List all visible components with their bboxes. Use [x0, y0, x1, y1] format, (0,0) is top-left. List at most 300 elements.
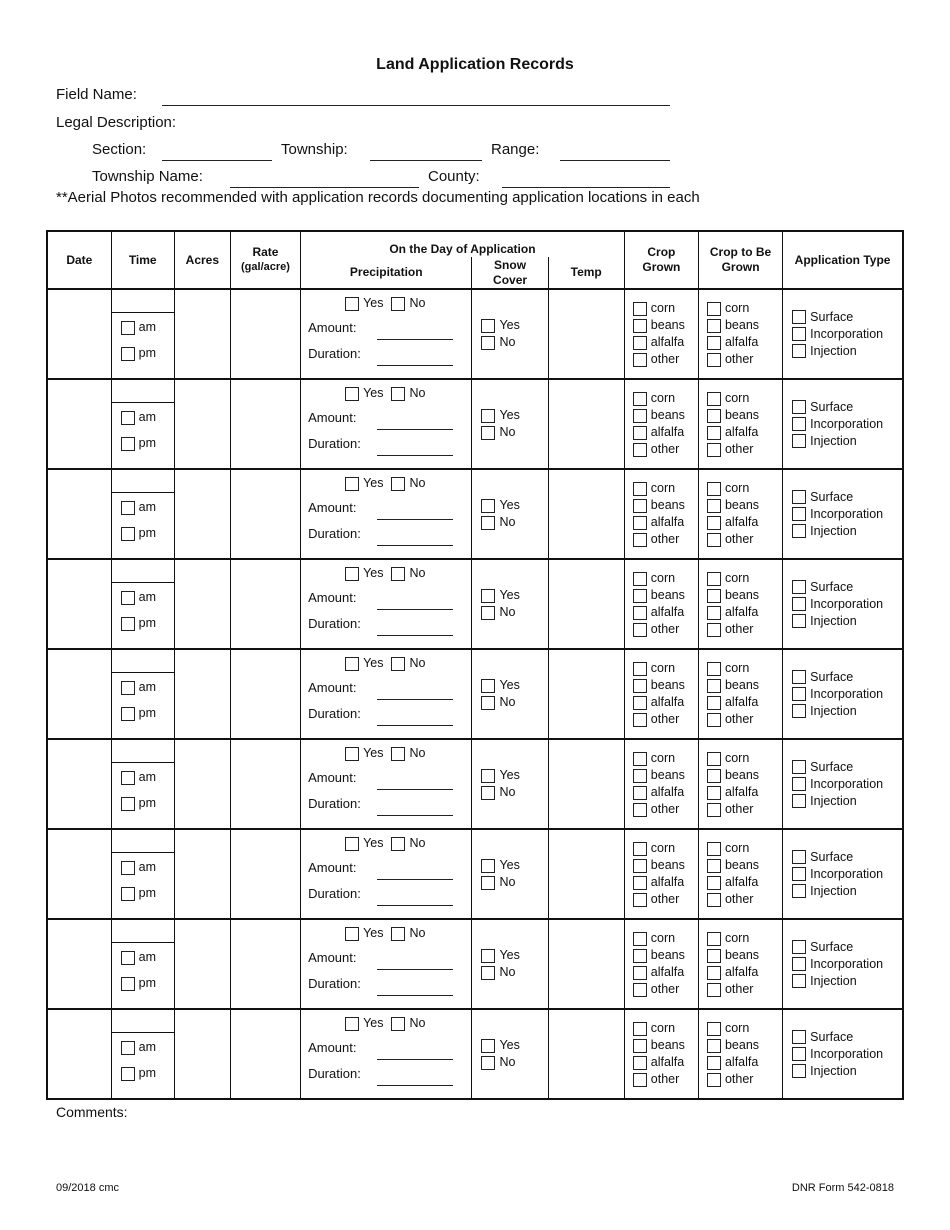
crop-to-be-grown-option[interactable]: [707, 424, 782, 441]
checkbox-icon[interactable]: [121, 1041, 135, 1055]
checkbox-icon[interactable]: [633, 392, 647, 406]
checkbox-icon[interactable]: [792, 327, 806, 341]
range-input[interactable]: [560, 160, 670, 161]
checkbox-icon[interactable]: [633, 606, 647, 620]
application-type-option[interactable]: [792, 1046, 902, 1063]
checkbox-icon[interactable]: [633, 803, 647, 817]
crop-grown-option[interactable]: [633, 424, 698, 441]
checkbox-icon[interactable]: [707, 572, 721, 586]
checkbox-icon[interactable]: [792, 940, 806, 954]
checkbox-icon[interactable]: [121, 797, 135, 811]
pm-option[interactable]: [121, 975, 156, 992]
pm-option[interactable]: [121, 1065, 156, 1082]
checkbox-icon[interactable]: [707, 713, 721, 727]
checkbox-icon[interactable]: [121, 771, 135, 785]
crop-grown-option[interactable]: [633, 857, 698, 874]
checkbox-icon[interactable]: [391, 747, 405, 761]
checkbox-icon[interactable]: [633, 623, 647, 637]
checkbox-icon[interactable]: [792, 704, 806, 718]
duration-input[interactable]: [377, 815, 453, 816]
crop-grown-option[interactable]: [633, 497, 698, 514]
checkbox-icon[interactable]: [121, 887, 135, 901]
checkbox-icon[interactable]: [345, 477, 359, 491]
checkbox-icon[interactable]: [345, 747, 359, 761]
checkbox-icon[interactable]: [707, 803, 721, 817]
checkbox-icon[interactable]: [707, 679, 721, 693]
crop-to-be-grown-option[interactable]: [707, 317, 782, 334]
checkbox-icon[interactable]: [121, 977, 135, 991]
snow-no-option[interactable]: [481, 424, 547, 441]
crop-to-be-grown-option[interactable]: [707, 587, 782, 604]
checkbox-icon[interactable]: [345, 1017, 359, 1031]
crop-to-be-grown-option[interactable]: [707, 930, 782, 947]
crop-grown-option[interactable]: [633, 390, 698, 407]
checkbox-icon[interactable]: [707, 623, 721, 637]
checkbox-icon[interactable]: [792, 310, 806, 324]
crop-to-be-grown-option[interactable]: [707, 874, 782, 891]
checkbox-icon[interactable]: [792, 850, 806, 864]
checkbox-icon[interactable]: [707, 443, 721, 457]
checkbox-icon[interactable]: [707, 769, 721, 783]
am-option[interactable]: [121, 409, 156, 426]
crop-to-be-grown-option[interactable]: [707, 784, 782, 801]
temp-cell[interactable]: [548, 649, 624, 739]
crop-to-be-grown-option[interactable]: [707, 694, 782, 711]
checkbox-icon[interactable]: [121, 861, 135, 875]
checkbox-icon[interactable]: [633, 589, 647, 603]
pm-option[interactable]: [121, 795, 156, 812]
snow-no-option[interactable]: [481, 604, 547, 621]
crop-grown-option[interactable]: [633, 767, 698, 784]
snow-no-option[interactable]: [481, 334, 547, 351]
time-cell[interactable]: [111, 469, 174, 559]
pm-option[interactable]: [121, 525, 156, 542]
pm-option[interactable]: [121, 435, 156, 452]
crop-to-be-grown-option[interactable]: [707, 1037, 782, 1054]
checkbox-icon[interactable]: [345, 567, 359, 581]
amount-input[interactable]: [377, 699, 453, 700]
checkbox-icon[interactable]: [792, 1030, 806, 1044]
checkbox-icon[interactable]: [707, 1039, 721, 1053]
snow-yes-option[interactable]: [481, 497, 547, 514]
checkbox-icon[interactable]: [633, 443, 647, 457]
checkbox-icon[interactable]: [481, 426, 495, 440]
checkbox-icon[interactable]: [792, 614, 806, 628]
checkbox-icon[interactable]: [792, 670, 806, 684]
crop-to-be-grown-option[interactable]: [707, 1071, 782, 1088]
temp-cell[interactable]: [548, 379, 624, 469]
crop-to-be-grown-option[interactable]: [707, 300, 782, 317]
am-option[interactable]: [121, 769, 156, 786]
amount-input[interactable]: [377, 429, 453, 430]
application-type-option[interactable]: [792, 596, 902, 613]
amount-input[interactable]: [377, 339, 453, 340]
checkbox-icon[interactable]: [481, 516, 495, 530]
checkbox-icon[interactable]: [707, 392, 721, 406]
application-type-option[interactable]: [792, 523, 902, 540]
checkbox-icon[interactable]: [707, 516, 721, 530]
checkbox-icon[interactable]: [481, 966, 495, 980]
checkbox-icon[interactable]: [633, 752, 647, 766]
crop-grown-option[interactable]: [633, 480, 698, 497]
application-type-option[interactable]: [792, 776, 902, 793]
checkbox-icon[interactable]: [633, 353, 647, 367]
date-cell[interactable]: [47, 829, 111, 919]
crop-grown-option[interactable]: [633, 1020, 698, 1037]
crop-to-be-grown-option[interactable]: [707, 570, 782, 587]
county-input[interactable]: [502, 187, 670, 188]
checkbox-icon[interactable]: [707, 752, 721, 766]
checkbox-icon[interactable]: [633, 426, 647, 440]
pm-option[interactable]: [121, 705, 156, 722]
duration-input[interactable]: [377, 905, 453, 906]
crop-grown-option[interactable]: [633, 1071, 698, 1088]
application-type-option[interactable]: [792, 956, 902, 973]
checkbox-icon[interactable]: [121, 681, 135, 695]
checkbox-icon[interactable]: [707, 409, 721, 423]
checkbox-icon[interactable]: [707, 876, 721, 890]
crop-grown-option[interactable]: [633, 694, 698, 711]
crop-to-be-grown-option[interactable]: [707, 480, 782, 497]
precip-yes-no[interactable]: [345, 925, 425, 942]
checkbox-icon[interactable]: [792, 597, 806, 611]
am-option[interactable]: [121, 949, 156, 966]
checkbox-icon[interactable]: [792, 974, 806, 988]
checkbox-icon[interactable]: [707, 1056, 721, 1070]
checkbox-icon[interactable]: [633, 1022, 647, 1036]
checkbox-icon[interactable]: [633, 932, 647, 946]
checkbox-icon[interactable]: [481, 409, 495, 423]
checkbox-icon[interactable]: [633, 1039, 647, 1053]
checkbox-icon[interactable]: [792, 524, 806, 538]
acres-cell[interactable]: [174, 649, 230, 739]
checkbox-icon[interactable]: [345, 927, 359, 941]
date-cell[interactable]: [47, 469, 111, 559]
checkbox-icon[interactable]: [792, 580, 806, 594]
crop-grown-option[interactable]: [633, 784, 698, 801]
checkbox-icon[interactable]: [707, 786, 721, 800]
checkbox-icon[interactable]: [792, 760, 806, 774]
checkbox-icon[interactable]: [121, 617, 135, 631]
crop-to-be-grown-option[interactable]: [707, 407, 782, 424]
time-cell[interactable]: [111, 559, 174, 649]
crop-grown-option[interactable]: [633, 891, 698, 908]
crop-grown-option[interactable]: [633, 964, 698, 981]
checkbox-icon[interactable]: [707, 302, 721, 316]
application-type-option[interactable]: [792, 343, 902, 360]
crop-grown-option[interactable]: [633, 587, 698, 604]
application-type-option[interactable]: [792, 613, 902, 630]
checkbox-icon[interactable]: [481, 499, 495, 513]
checkbox-icon[interactable]: [792, 777, 806, 791]
amount-input[interactable]: [377, 609, 453, 610]
crop-grown-option[interactable]: [633, 300, 698, 317]
application-type-option[interactable]: [792, 939, 902, 956]
snow-yes-option[interactable]: [481, 1037, 547, 1054]
crop-to-be-grown-option[interactable]: [707, 767, 782, 784]
snow-yes-option[interactable]: [481, 947, 547, 964]
snow-no-option[interactable]: [481, 784, 547, 801]
acres-cell[interactable]: [174, 739, 230, 829]
application-type-option[interactable]: [792, 866, 902, 883]
temp-cell[interactable]: [548, 469, 624, 559]
application-type-option[interactable]: [792, 849, 902, 866]
checkbox-icon[interactable]: [481, 1039, 495, 1053]
crop-to-be-grown-option[interactable]: [707, 390, 782, 407]
checkbox-icon[interactable]: [707, 662, 721, 676]
application-type-option[interactable]: [792, 326, 902, 343]
checkbox-icon[interactable]: [792, 417, 806, 431]
checkbox-icon[interactable]: [481, 336, 495, 350]
checkbox-icon[interactable]: [633, 696, 647, 710]
crop-to-be-grown-option[interactable]: [707, 677, 782, 694]
amount-input[interactable]: [377, 969, 453, 970]
rate-cell[interactable]: [230, 559, 300, 649]
rate-cell[interactable]: [230, 829, 300, 919]
snow-yes-option[interactable]: [481, 677, 547, 694]
crop-grown-option[interactable]: [633, 981, 698, 998]
acres-cell[interactable]: [174, 289, 230, 379]
crop-grown-option[interactable]: [633, 930, 698, 947]
am-option[interactable]: [121, 679, 156, 696]
application-type-option[interactable]: [792, 1063, 902, 1080]
pm-option[interactable]: [121, 345, 156, 362]
checkbox-icon[interactable]: [707, 336, 721, 350]
snow-no-option[interactable]: [481, 964, 547, 981]
am-option[interactable]: [121, 319, 156, 336]
checkbox-icon[interactable]: [707, 893, 721, 907]
acres-cell[interactable]: [174, 829, 230, 919]
acres-cell[interactable]: [174, 469, 230, 559]
time-cell[interactable]: [111, 739, 174, 829]
application-type-option[interactable]: [792, 973, 902, 990]
checkbox-icon[interactable]: [345, 297, 359, 311]
rate-cell[interactable]: [230, 1009, 300, 1099]
checkbox-icon[interactable]: [481, 606, 495, 620]
checkbox-icon[interactable]: [633, 499, 647, 513]
checkbox-icon[interactable]: [633, 482, 647, 496]
snow-no-option[interactable]: [481, 514, 547, 531]
checkbox-icon[interactable]: [633, 1073, 647, 1087]
application-type-option[interactable]: [792, 793, 902, 810]
checkbox-icon[interactable]: [633, 336, 647, 350]
application-type-option[interactable]: [792, 489, 902, 506]
checkbox-icon[interactable]: [481, 319, 495, 333]
precip-yes-no[interactable]: [345, 655, 425, 672]
crop-to-be-grown-option[interactable]: [707, 947, 782, 964]
checkbox-icon[interactable]: [345, 837, 359, 851]
application-type-option[interactable]: [792, 1029, 902, 1046]
crop-to-be-grown-option[interactable]: [707, 801, 782, 818]
snow-yes-option[interactable]: [481, 407, 547, 424]
checkbox-icon[interactable]: [707, 482, 721, 496]
temp-cell[interactable]: [548, 559, 624, 649]
checkbox-icon[interactable]: [633, 533, 647, 547]
amount-input[interactable]: [377, 879, 453, 880]
checkbox-icon[interactable]: [121, 501, 135, 515]
date-cell[interactable]: [47, 919, 111, 1009]
precip-yes-no[interactable]: [345, 1015, 425, 1032]
checkbox-icon[interactable]: [633, 319, 647, 333]
application-type-option[interactable]: [792, 506, 902, 523]
amount-input[interactable]: [377, 519, 453, 520]
checkbox-icon[interactable]: [121, 1067, 135, 1081]
snow-yes-option[interactable]: [481, 587, 547, 604]
crop-to-be-grown-option[interactable]: [707, 964, 782, 981]
checkbox-icon[interactable]: [481, 679, 495, 693]
crop-grown-option[interactable]: [633, 660, 698, 677]
checkbox-icon[interactable]: [633, 679, 647, 693]
checkbox-icon[interactable]: [121, 347, 135, 361]
temp-cell[interactable]: [548, 829, 624, 919]
rate-cell[interactable]: [230, 649, 300, 739]
checkbox-icon[interactable]: [633, 893, 647, 907]
crop-to-be-grown-option[interactable]: [707, 497, 782, 514]
checkbox-icon[interactable]: [633, 769, 647, 783]
crop-grown-option[interactable]: [633, 441, 698, 458]
crop-grown-option[interactable]: [633, 317, 698, 334]
rate-cell[interactable]: [230, 379, 300, 469]
checkbox-icon[interactable]: [391, 927, 405, 941]
checkbox-icon[interactable]: [792, 957, 806, 971]
crop-to-be-grown-option[interactable]: [707, 514, 782, 531]
checkbox-icon[interactable]: [481, 876, 495, 890]
checkbox-icon[interactable]: [707, 949, 721, 963]
checkbox-icon[interactable]: [633, 713, 647, 727]
checkbox-icon[interactable]: [481, 949, 495, 963]
acres-cell[interactable]: [174, 919, 230, 1009]
crop-grown-option[interactable]: [633, 334, 698, 351]
checkbox-icon[interactable]: [707, 1022, 721, 1036]
checkbox-icon[interactable]: [707, 859, 721, 873]
snow-no-option[interactable]: [481, 694, 547, 711]
checkbox-icon[interactable]: [707, 696, 721, 710]
crop-to-be-grown-option[interactable]: [707, 660, 782, 677]
checkbox-icon[interactable]: [707, 966, 721, 980]
checkbox-icon[interactable]: [121, 707, 135, 721]
crop-grown-option[interactable]: [633, 1037, 698, 1054]
date-cell[interactable]: [47, 379, 111, 469]
amount-input[interactable]: [377, 1059, 453, 1060]
crop-to-be-grown-option[interactable]: [707, 351, 782, 368]
checkbox-icon[interactable]: [481, 696, 495, 710]
snow-no-option[interactable]: [481, 874, 547, 891]
application-type-option[interactable]: [792, 883, 902, 900]
crop-grown-option[interactable]: [633, 407, 698, 424]
time-cell[interactable]: [111, 289, 174, 379]
application-type-option[interactable]: [792, 309, 902, 326]
crop-grown-option[interactable]: [633, 621, 698, 638]
checkbox-icon[interactable]: [391, 567, 405, 581]
temp-cell[interactable]: [548, 919, 624, 1009]
precip-yes-no[interactable]: [345, 385, 425, 402]
application-type-option[interactable]: [792, 686, 902, 703]
precip-yes-no[interactable]: [345, 295, 425, 312]
checkbox-icon[interactable]: [391, 1017, 405, 1031]
checkbox-icon[interactable]: [633, 302, 647, 316]
checkbox-icon[interactable]: [121, 321, 135, 335]
application-type-option[interactable]: [792, 669, 902, 686]
crop-grown-option[interactable]: [633, 351, 698, 368]
rate-cell[interactable]: [230, 919, 300, 1009]
crop-to-be-grown-option[interactable]: [707, 621, 782, 638]
crop-grown-option[interactable]: [633, 947, 698, 964]
checkbox-icon[interactable]: [707, 589, 721, 603]
checkbox-icon[interactable]: [707, 606, 721, 620]
crop-to-be-grown-option[interactable]: [707, 981, 782, 998]
checkbox-icon[interactable]: [707, 353, 721, 367]
checkbox-icon[interactable]: [633, 662, 647, 676]
temp-cell[interactable]: [548, 289, 624, 379]
checkbox-icon[interactable]: [633, 966, 647, 980]
checkbox-icon[interactable]: [792, 687, 806, 701]
snow-yes-option[interactable]: [481, 767, 547, 784]
crop-to-be-grown-option[interactable]: [707, 1054, 782, 1071]
checkbox-icon[interactable]: [792, 344, 806, 358]
precip-yes-no[interactable]: [345, 475, 425, 492]
date-cell[interactable]: [47, 289, 111, 379]
crop-to-be-grown-option[interactable]: [707, 441, 782, 458]
crop-grown-option[interactable]: [633, 1054, 698, 1071]
duration-input[interactable]: [377, 545, 453, 546]
crop-grown-option[interactable]: [633, 801, 698, 818]
checkbox-icon[interactable]: [391, 837, 405, 851]
pm-option[interactable]: [121, 615, 156, 632]
crop-to-be-grown-option[interactable]: [707, 1020, 782, 1037]
crop-to-be-grown-option[interactable]: [707, 840, 782, 857]
time-cell[interactable]: [111, 379, 174, 469]
crop-grown-option[interactable]: [633, 604, 698, 621]
checkbox-icon[interactable]: [707, 319, 721, 333]
time-cell[interactable]: [111, 829, 174, 919]
temp-cell[interactable]: [548, 739, 624, 829]
checkbox-icon[interactable]: [707, 1073, 721, 1087]
rate-cell[interactable]: [230, 289, 300, 379]
checkbox-icon[interactable]: [391, 297, 405, 311]
checkbox-icon[interactable]: [792, 1047, 806, 1061]
crop-to-be-grown-option[interactable]: [707, 750, 782, 767]
crop-to-be-grown-option[interactable]: [707, 857, 782, 874]
checkbox-icon[interactable]: [707, 842, 721, 856]
checkbox-icon[interactable]: [391, 657, 405, 671]
checkbox-icon[interactable]: [481, 859, 495, 873]
crop-grown-option[interactable]: [633, 514, 698, 531]
checkbox-icon[interactable]: [481, 769, 495, 783]
checkbox-icon[interactable]: [481, 1056, 495, 1070]
duration-input[interactable]: [377, 365, 453, 366]
duration-input[interactable]: [377, 725, 453, 726]
date-cell[interactable]: [47, 559, 111, 649]
checkbox-icon[interactable]: [633, 949, 647, 963]
checkbox-icon[interactable]: [633, 876, 647, 890]
am-option[interactable]: [121, 1039, 156, 1056]
rate-cell[interactable]: [230, 469, 300, 559]
crop-to-be-grown-option[interactable]: [707, 604, 782, 621]
checkbox-icon[interactable]: [792, 794, 806, 808]
checkbox-icon[interactable]: [792, 434, 806, 448]
checkbox-icon[interactable]: [391, 387, 405, 401]
section-input[interactable]: [162, 160, 272, 161]
duration-input[interactable]: [377, 455, 453, 456]
checkbox-icon[interactable]: [121, 411, 135, 425]
checkbox-icon[interactable]: [792, 507, 806, 521]
date-cell[interactable]: [47, 649, 111, 739]
precip-yes-no[interactable]: [345, 565, 425, 582]
amount-input[interactable]: [377, 789, 453, 790]
checkbox-icon[interactable]: [633, 859, 647, 873]
checkbox-icon[interactable]: [481, 589, 495, 603]
checkbox-icon[interactable]: [633, 786, 647, 800]
